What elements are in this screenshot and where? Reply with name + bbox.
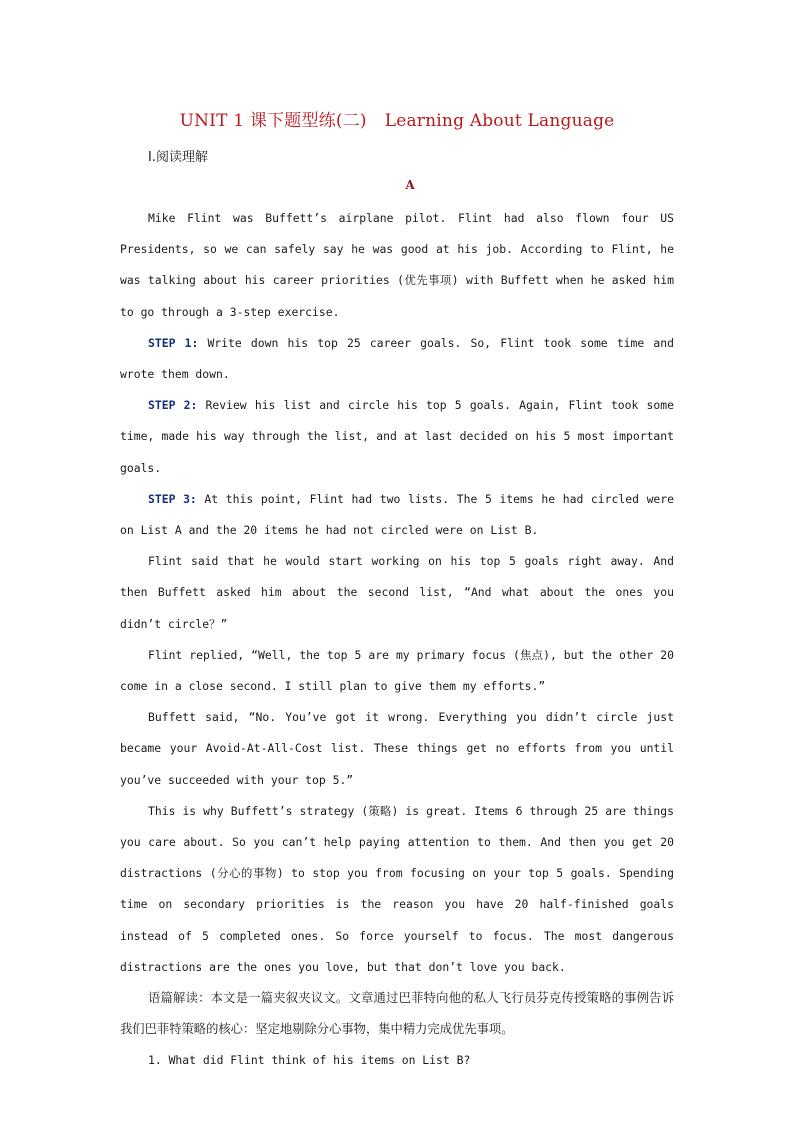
- paragraph-step-1: [120, 328, 674, 390]
- paragraph-step-2: [120, 390, 674, 484]
- paragraph-1: Mike Flint was Buffett’s airplane pilot. Flint had also flown four US Presidents, so we can safely say he was good at his job. According to Flint, he was talking about his career priorities (优先事项) with Buffett when he asked him to go through a 3-step exercise.: [120, 211, 674, 319]
- step-2-text: Review his list and circle his top 5 goals. Again, Flint took some time, made his way through the list, and at last decided on his 5 most important goals.: [120, 398, 674, 475]
- step-3-label: STEP 3:: [148, 491, 197, 506]
- paragraph-6: Flint replied, “Well, the top 5 are my primary focus (焦点), but the other 20 come in a close second. I still plan to give them my efforts.”: [120, 647, 674, 694]
- passage-label: A: [405, 178, 415, 192]
- step-1-text: Write down his top 25 career goals. So, Flint took some time and wrote them down.: [120, 335, 674, 382]
- step-2-label: STEP 2:: [148, 398, 198, 413]
- step-3-text: At this point, Flint had two lists. The 5 items he had circled were on List A and the 20 items he had not circled were on List B.: [120, 491, 675, 538]
- analysis-paragraph: 语篇解读：本文是一篇夹叙夹议文。文章通过巴菲特向他的私人飞行员芬克传授策略的事例告诉我们巴菲特策略的核心：坚定地剔除分心事物，集中精力完成优先事项。: [120, 991, 674, 1037]
- paragraph-5: Flint said that he would start working on his top 5 goals right away. And then Buffett asked him about the second list, “And what about the ones you didn’t circle？”: [120, 554, 674, 631]
- section-heading: Ⅰ.阅读理解: [148, 150, 208, 165]
- question-1: 1. What did Flint think of his items on List B?: [148, 1053, 471, 1068]
- paragraph-7: Buffett said, “No. You’ve got it wrong. Everything you didn’t circle just became your Avoid-At-All-Cost list. These things get no efforts from you until you’ve succeeded with your top 5.”: [120, 710, 674, 787]
- page-title: [0, 106, 794, 131]
- paragraph-8: This is why Buffett’s strategy (策略) is great. Items 6 through 25 are things you care about. So you can’t help paying attention to them. And then you get 20 distractions (分心的事物) to stop you from focusing on your top 5 goals. Spending time on secondary priorities is the reason you have 20 half-finished goals instead of 5 completed ones. So force yourself to focus. The most dangerous distractions are the ones you love, but that don’t love you back.: [120, 803, 674, 974]
- paragraph-step-3: [120, 484, 674, 546]
- passage-body: [120, 203, 674, 1077]
- title-chinese: UNIT 1 课下题型练(二): [179, 111, 367, 131]
- title-english: Learning About Language: [384, 111, 615, 131]
- step-1-label: STEP 1:: [148, 335, 199, 350]
